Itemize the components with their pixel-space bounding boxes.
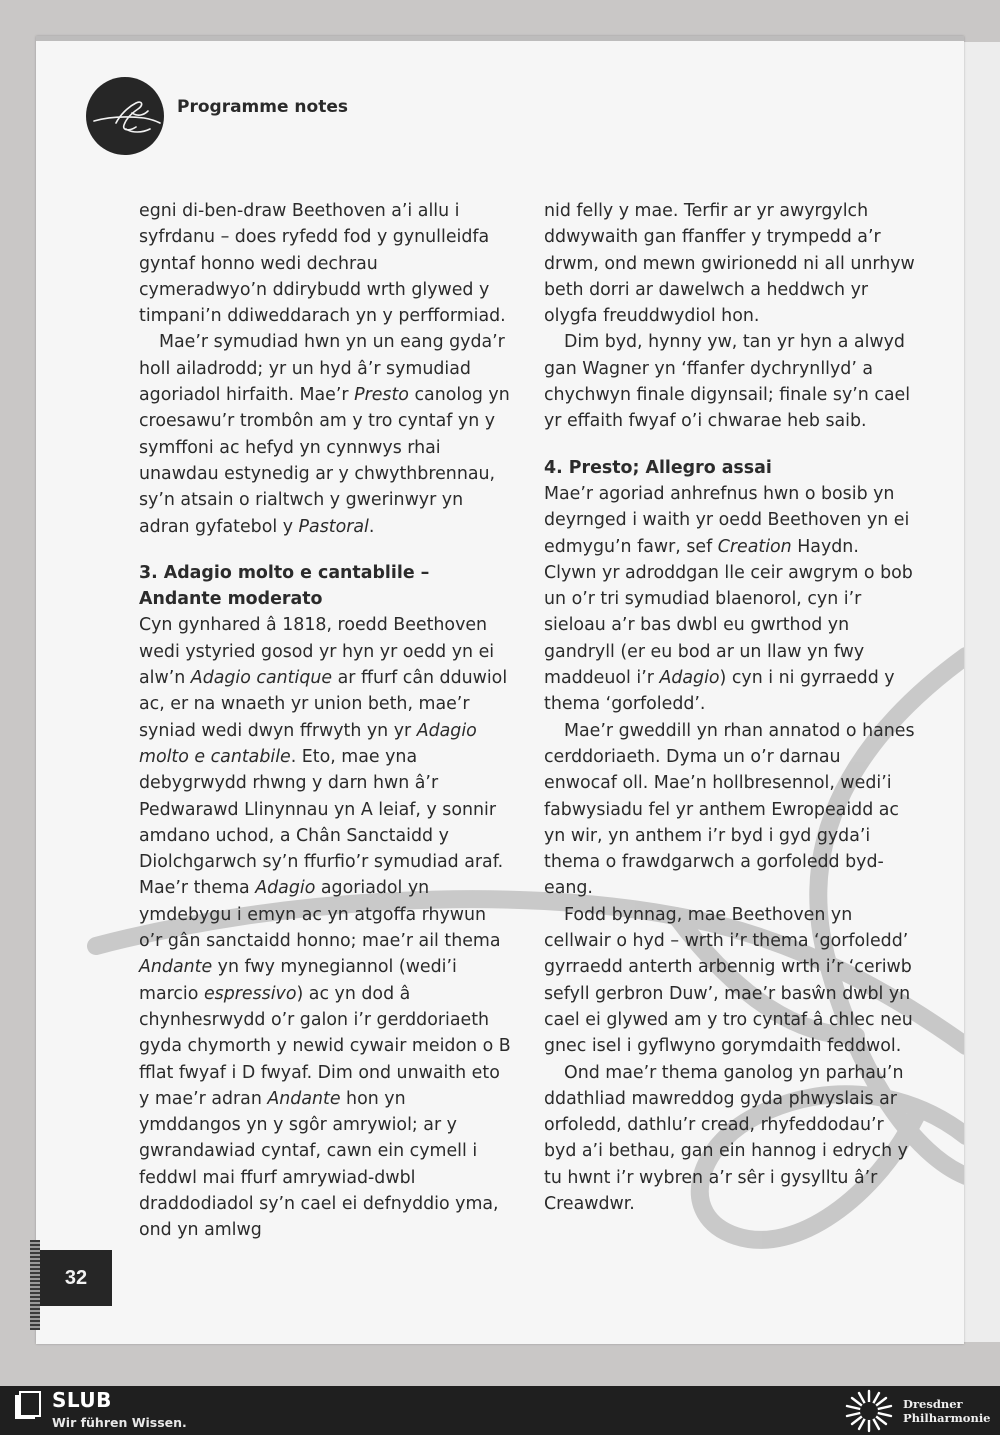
left-text-column: [139, 198, 511, 1244]
paragraph: Ond mae’r thema ganolog yn parhau’n ddathliad mawreddog gyda phwyslais ar orfoledd, dathlu’r cread, rhyfeddodau’r byd a’i bethau, gan ein hannog i edrych y tu hwnt i’r wybren a’r sêr i gysylltu â’r Creawdwr.: [544, 1062, 908, 1214]
document-page: [36, 36, 964, 1344]
paragraph: nid felly y mae. Terfir ar yr awyrgylch ddwywaith gan ffanffer y trympedd a’r drwm, ond mewn gwirionedd ni all unrhyw beth dorri ar dawelwch a heddwch yr olygfa freuddwydiol hon.: [544, 201, 915, 327]
orchestra-name-line1: Dresdner: [903, 1397, 963, 1411]
programme-notes-logo: [86, 77, 164, 155]
slub-book-icon: [14, 1391, 42, 1421]
section-heading: 3. Adagio molto e cantablile – Andante moderato: [139, 562, 430, 610]
next-page-edge: [962, 42, 1000, 1342]
page-number: 32: [64, 1266, 88, 1289]
page-section-title: Programme notes: [177, 97, 348, 117]
paragraph: Mae’r symudiad hwn yn un eang gyda’r holl ailadrodd; yr un hyd â’r symudiad agoriadol hirfaith. Mae’r Presto canolog yn croesawu’r trombôn am y tro cyntaf yn y symffoni ac hefyd yn cynnwys rhai unawdau estynedig ar y chwythbrennau, sy’n atsain o rialtwch y gwerinwyr yn adran gyfatebol y Pastoral.: [139, 332, 510, 537]
paragraph: egni di-ben-draw Beethoven a’i allu i syfrdanu – does ryfedd fod y gynulleidfa gyntaf honno wedi dechrau cymeradwyo’n ddirybudd wrth glywed y timpani’n ddiweddarach yn y perfformiad.: [139, 201, 506, 327]
orchestra-name-line2: Philharmonie: [903, 1411, 991, 1425]
signature-logo-icon: [86, 77, 164, 155]
paragraph: Cyn gynhared â 1818, roedd Beethoven wedi ystyried gosod yr hyn yr oedd yn ei alw’n Adagio cantique ar ffurf cân dduwiol ac, er na wnaeth yr union beth, mae’r syniad wedi dwyn ffrwyth yn yr Adagio molto e cantabile. Eto, mae yna debygrwydd rhwng y darn hwn â’r Pedwarawd Llinynnau yn A leiaf, y sonnir amdano uchod, a Chân Sanctaidd y Diolchgarwch sy’n ffurfio’r symudiad araf. Mae’r thema Adagio agoriadol yn ymdebygu i emyn ac yn atgoffa rhywun o’r gân sanctaidd honno; mae’r ail thema Andante yn fwy mynegiannol (wedi’i marcio espressivo) ac yn dod â chynhesrwydd o’r galon i’r gerddoriaeth gyda chymorth y newid cywair meidon o B fflat fwyaf i D fwyaf. Dim ond unwaith eto y mae’r adran Andante hon yn ymddangos yn y sgôr amrywiol; ar y gwrandawiad cyntaf, cawn ein cymell i feddwl mai ffurf amrywiad-dwbl draddodiadol sy’n cael ei defnyddio yma, ond yn amlwg: [139, 615, 511, 1241]
paragraph: Fodd bynnag, mae Beethoven yn cellwair o hyd – wrth i’r thema ‘gorfoledd’ gyrraedd anterth arbennig wrth i’r ‘ceriwb sefyll gerbron Duw’, mae’r basŵn dwbl yn cael ei glywed am y tro cyntaf â chlec neu gnec isel i gyflwyno gorymdaith feddwol.: [544, 904, 913, 1057]
paragraph: Dim byd, hynny yw, tan yr hyn a alwyd gan Wagner yn ‘ffanfer dychrynllyd’ a chychwyn finale digynsail; finale sy’n cael yr effaith fwyaf o’i chwarae heb saib.: [544, 332, 911, 432]
paragraph: Mae’r gweddill yn rhan annatod o hanes cerddoriaeth. Dyma un o’r darnau enwocaf oll. Mae’n hollbresennol, wedi’i fabwysiadu fel yr anthem Ewropeaidd ac yn wir, yn anthem i’r byd i gyd gyda’i thema o frawdgarwch a gorfoledd byd-eang.: [544, 720, 915, 899]
philharmonie-sunburst-icon: [843, 1389, 895, 1433]
library-tagline: Wir führen Wissen.: [52, 1415, 187, 1430]
library-name: SLUB: [52, 1388, 112, 1412]
section-heading: 4. Presto; Allegro assai: [544, 457, 772, 478]
page-stack-edge: [30, 1240, 40, 1330]
right-text-column: [544, 198, 916, 1217]
paragraph: Mae’r agoriad anhrefnus hwn o bosib yn deyrnged i waith yr oedd Beethoven yn ei edmygu’n fawr, sef Creation Haydn. Clywn yr adroddgan lle ceir awgrym o bob un o’r tri symudiad blaenorol, cyn i’r sieloau a’r bas dwbl eu gwrthod yn gandryll (er eu bod ar un llaw yn fwy maddeuol i’r Adagio) cyn i ni gyrraedd y thema ‘gorfoledd’.: [544, 483, 913, 715]
